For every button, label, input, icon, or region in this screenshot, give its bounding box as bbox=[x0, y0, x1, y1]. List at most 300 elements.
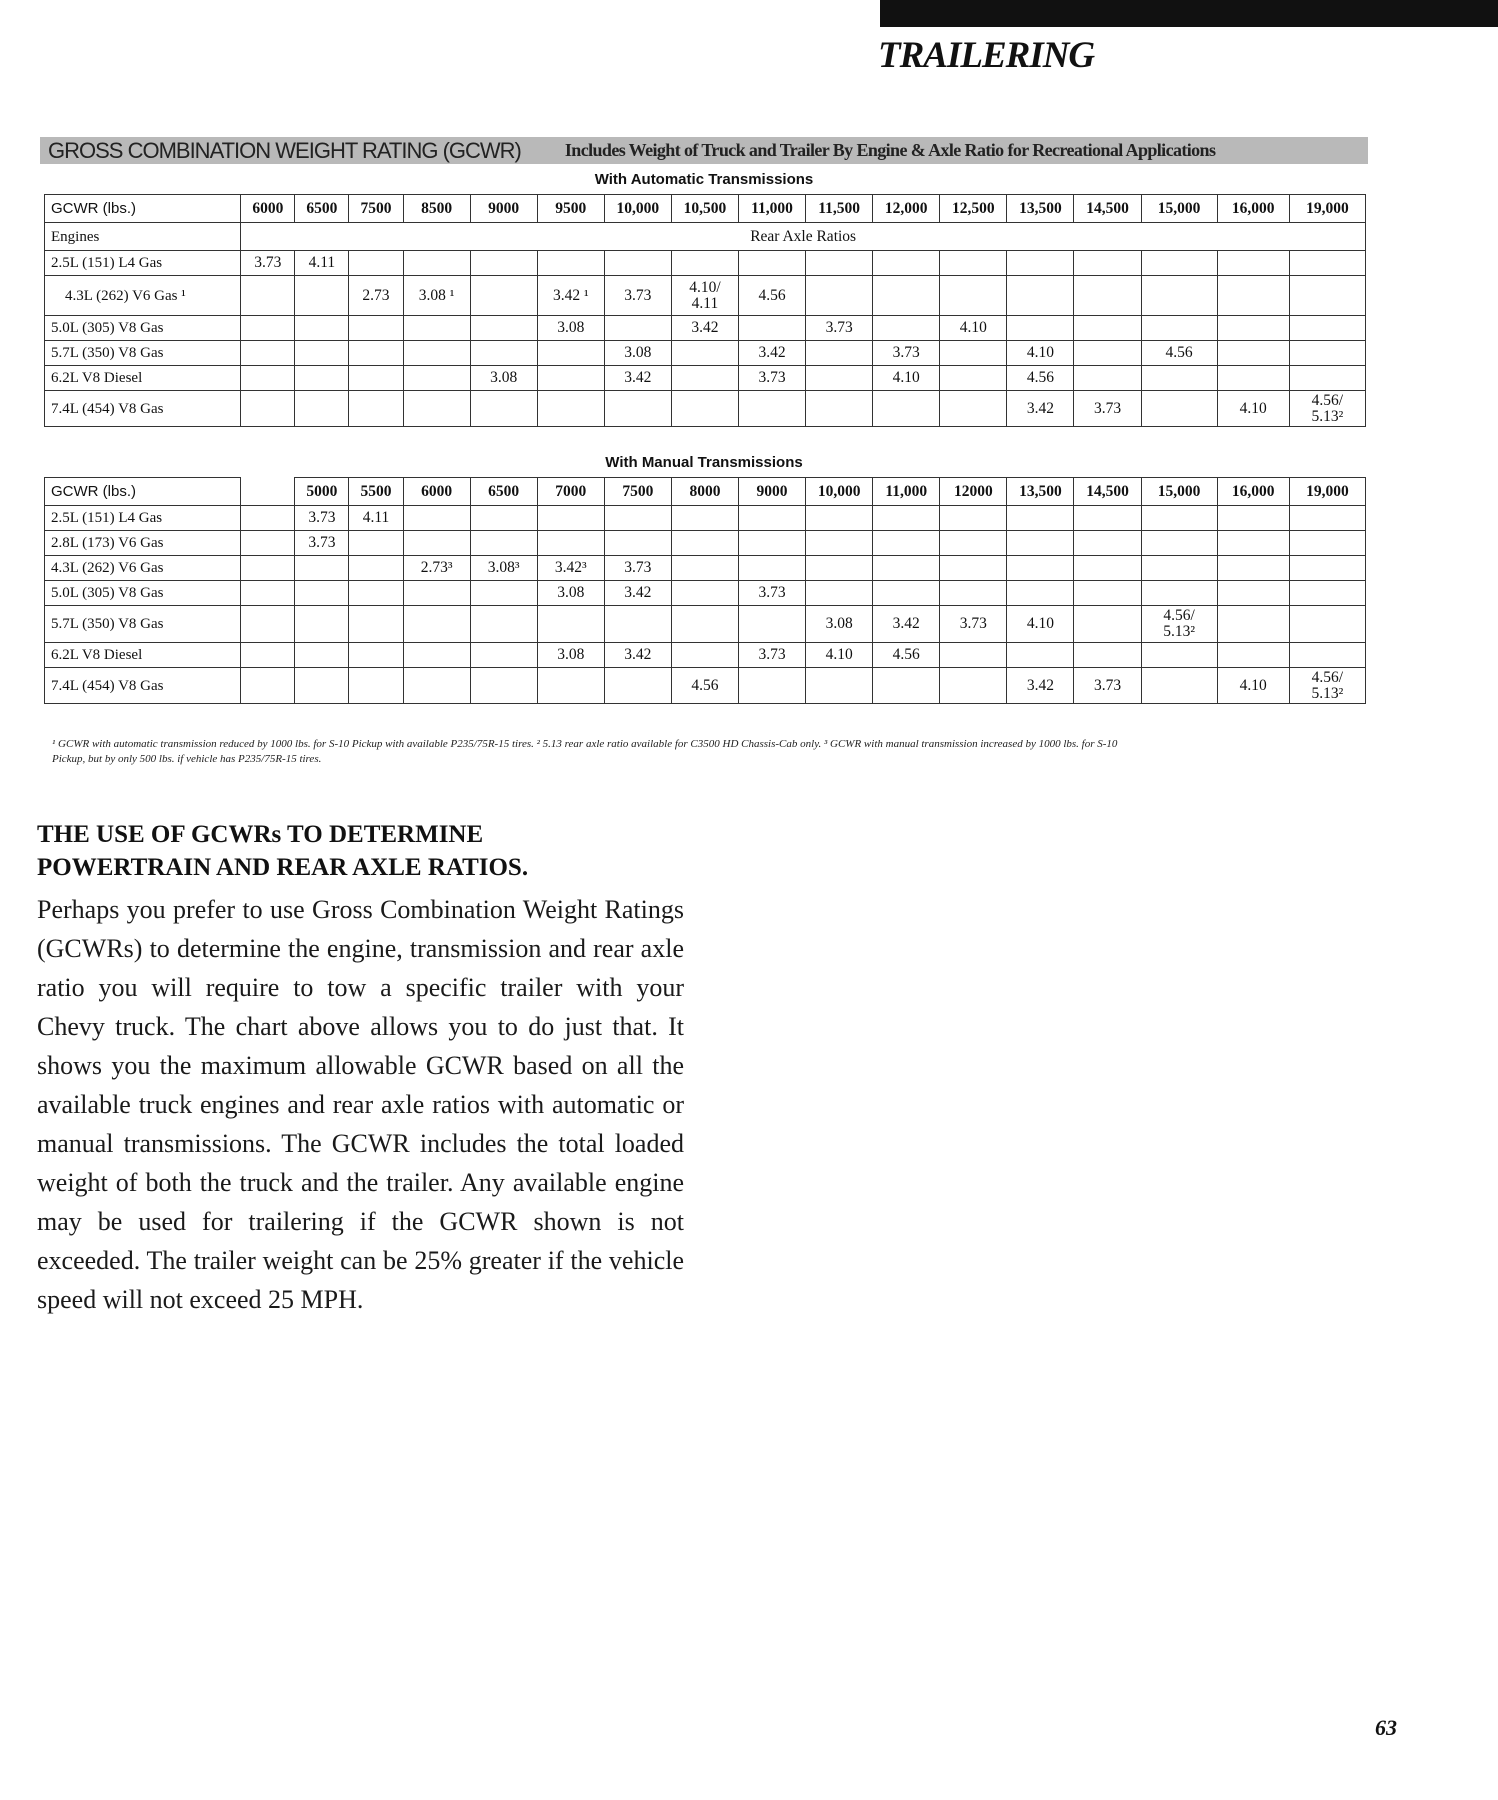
gcwr-column-header: 9000 bbox=[470, 195, 537, 223]
ratio-cell bbox=[537, 531, 604, 556]
table-row bbox=[45, 606, 1366, 643]
ratio-cell bbox=[537, 341, 604, 366]
gcwr-column-header: 6000 bbox=[241, 195, 295, 223]
ratio-cell bbox=[940, 531, 1007, 556]
ratio-cell bbox=[873, 581, 940, 606]
ratio-cell bbox=[873, 668, 940, 704]
ratio-cell bbox=[940, 341, 1007, 366]
spacer-cell bbox=[241, 606, 295, 643]
ratio-cell bbox=[604, 251, 671, 276]
gcwr-column-header: 12,000 bbox=[873, 195, 940, 223]
ratio-cell bbox=[403, 668, 470, 704]
ratio-cell bbox=[1007, 556, 1074, 581]
gcwr-column-header: 10,000 bbox=[806, 478, 873, 506]
automatic-section-label: With Automatic Transmissions bbox=[594, 171, 814, 188]
ratio-cell: 4.56/ 5.13² bbox=[1289, 391, 1365, 427]
ratio-cell: 2.73³ bbox=[403, 556, 470, 581]
gcwr-column-header: 14,500 bbox=[1074, 478, 1141, 506]
ratio-cell: 4.10 bbox=[806, 643, 873, 668]
ratio-cell bbox=[873, 556, 940, 581]
ratio-cell bbox=[1074, 606, 1141, 643]
ratio-cell bbox=[470, 391, 537, 427]
ratio-cell: 3.73 bbox=[739, 643, 806, 668]
engine-label: 6.2L V8 Diesel bbox=[45, 366, 241, 391]
ratio-cell bbox=[295, 606, 349, 643]
ratio-cell: 4.10 bbox=[873, 366, 940, 391]
ratio-cell bbox=[1141, 668, 1217, 704]
gcwr-column-header: 15,000 bbox=[1141, 195, 1217, 223]
gcwr-column-header: 16,000 bbox=[1217, 195, 1289, 223]
article-heading bbox=[37, 818, 737, 884]
gcwr-column-header: 6500 bbox=[295, 195, 349, 223]
engine-label: 2.5L (151) L4 Gas bbox=[45, 506, 241, 531]
ratio-cell bbox=[873, 531, 940, 556]
ratio-cell bbox=[295, 556, 349, 581]
ratio-cell bbox=[1141, 251, 1217, 276]
ratio-cell bbox=[349, 668, 403, 704]
ratio-cell bbox=[604, 506, 671, 531]
ratio-cell bbox=[470, 506, 537, 531]
ratio-cell bbox=[806, 556, 873, 581]
ratio-cell: 3.08 ¹ bbox=[403, 276, 470, 316]
ratio-cell bbox=[403, 251, 470, 276]
table-row bbox=[45, 668, 1366, 704]
engine-label: 2.8L (173) V6 Gas bbox=[45, 531, 241, 556]
ratio-cell bbox=[940, 276, 1007, 316]
gcwr-column-header: 12000 bbox=[940, 478, 1007, 506]
ratio-cell bbox=[1141, 506, 1217, 531]
ratio-cell bbox=[349, 606, 403, 643]
gcwr-column-header: 11,000 bbox=[873, 478, 940, 506]
manual-gcwr-table bbox=[44, 477, 1366, 704]
ratio-cell bbox=[1074, 366, 1141, 391]
ratio-cell: 3.42 bbox=[604, 366, 671, 391]
article-heading-line-1: THE USE OF GCWRs TO DETERMINE bbox=[37, 821, 484, 848]
ratio-cell bbox=[604, 606, 671, 643]
automatic-gcwr-table bbox=[44, 194, 1366, 427]
ratio-cell: 3.73 bbox=[739, 581, 806, 606]
engine-label: 4.3L (262) V6 Gas ¹ bbox=[45, 276, 241, 316]
gcwr-column-header: 19,000 bbox=[1289, 195, 1365, 223]
ratio-cell bbox=[671, 643, 738, 668]
ratio-cell: 3.73 bbox=[295, 506, 349, 531]
ratio-cell bbox=[295, 366, 349, 391]
ratio-cell bbox=[1217, 341, 1289, 366]
ratio-cell: 3.73 bbox=[806, 316, 873, 341]
ratio-cell bbox=[241, 391, 295, 427]
ratio-cell: 3.08 bbox=[537, 581, 604, 606]
ratio-cell bbox=[1289, 366, 1365, 391]
ratio-cell bbox=[349, 556, 403, 581]
ratio-cell bbox=[537, 366, 604, 391]
gcwr-column-header: 13,500 bbox=[1007, 195, 1074, 223]
spacer-cell bbox=[241, 556, 295, 581]
ratio-cell bbox=[1289, 506, 1365, 531]
ratio-cell bbox=[940, 366, 1007, 391]
table-row bbox=[45, 251, 1366, 276]
ratio-cell bbox=[940, 581, 1007, 606]
ratio-cell bbox=[403, 581, 470, 606]
ratio-cell bbox=[403, 316, 470, 341]
ratio-cell bbox=[671, 531, 738, 556]
ratio-cell bbox=[1141, 366, 1217, 391]
ratio-cell bbox=[349, 643, 403, 668]
ratio-cell bbox=[671, 366, 738, 391]
ratio-cell bbox=[349, 366, 403, 391]
ratio-cell bbox=[806, 531, 873, 556]
ratio-cell: 4.56/ 5.13² bbox=[1289, 668, 1365, 704]
ratio-cell: 3.42 bbox=[604, 643, 671, 668]
gcwr-column-header: 6000 bbox=[403, 478, 470, 506]
ratio-cell bbox=[940, 643, 1007, 668]
ratio-cell bbox=[1074, 531, 1141, 556]
ratio-cell bbox=[349, 531, 403, 556]
automatic-header-row bbox=[45, 195, 1366, 223]
engine-label: 5.0L (305) V8 Gas bbox=[45, 581, 241, 606]
gcwr-column-header: 8000 bbox=[671, 478, 738, 506]
ratio-cell bbox=[1217, 316, 1289, 341]
ratio-cell bbox=[1007, 643, 1074, 668]
ratio-cell: 3.42 bbox=[671, 316, 738, 341]
ratio-cell bbox=[806, 276, 873, 316]
ratio-cell bbox=[739, 251, 806, 276]
ratio-cell bbox=[241, 316, 295, 341]
ratio-cell bbox=[295, 668, 349, 704]
spacer-cell bbox=[241, 506, 295, 531]
ratio-cell: 4.10 bbox=[1217, 668, 1289, 704]
ratio-cell: 3.73 bbox=[873, 341, 940, 366]
table-row bbox=[45, 341, 1366, 366]
ratio-cell bbox=[739, 391, 806, 427]
ratio-cell bbox=[873, 276, 940, 316]
gcwr-column-header: 15,000 bbox=[1141, 478, 1217, 506]
ratio-cell bbox=[940, 556, 1007, 581]
ratio-cell bbox=[1289, 251, 1365, 276]
ratio-cell: 3.73 bbox=[940, 606, 1007, 643]
ratio-cell bbox=[671, 341, 738, 366]
ratio-cell bbox=[537, 668, 604, 704]
ratio-cell bbox=[1007, 251, 1074, 276]
ratio-cell bbox=[806, 366, 873, 391]
ratio-cell bbox=[940, 506, 1007, 531]
table-row bbox=[45, 366, 1366, 391]
table-row bbox=[45, 556, 1366, 581]
ratio-cell bbox=[403, 391, 470, 427]
ratio-cell bbox=[470, 668, 537, 704]
header-bar bbox=[880, 0, 1498, 27]
ratio-cell bbox=[470, 251, 537, 276]
ratio-cell: 4.56 bbox=[739, 276, 806, 316]
ratio-cell: 3.08 bbox=[537, 643, 604, 668]
ratio-cell bbox=[873, 391, 940, 427]
ratio-cell: 4.56 bbox=[671, 668, 738, 704]
table-row bbox=[45, 506, 1366, 531]
ratio-cell: 3.42 bbox=[1007, 391, 1074, 427]
spacer-cell bbox=[241, 581, 295, 606]
ratio-cell bbox=[1217, 531, 1289, 556]
ratio-cell: 3.08 bbox=[470, 366, 537, 391]
ratio-cell bbox=[806, 391, 873, 427]
ratio-cell bbox=[1289, 341, 1365, 366]
ratio-cell bbox=[806, 251, 873, 276]
ratio-cell bbox=[537, 251, 604, 276]
ratio-cell bbox=[537, 391, 604, 427]
engine-label: 5.0L (305) V8 Gas bbox=[45, 316, 241, 341]
footnote-line-1: ¹ GCWR with automatic transmission reduced by 1000 lbs. for S-10 Pickup with available P235/75R-15 tires. ² 5.13 rear axle ratio available for C3500 HD Chassis-Cab only. ³ GCWR with manual transmission increased by 1000 lbs. for S-10 bbox=[52, 738, 1118, 750]
engine-label: 6.2L V8 Diesel bbox=[45, 643, 241, 668]
gcwr-column-header: 19,000 bbox=[1289, 478, 1365, 506]
gcwr-header-label: GCWR (lbs.) bbox=[45, 478, 241, 506]
ratio-cell bbox=[1074, 276, 1141, 316]
ratio-cell bbox=[671, 251, 738, 276]
ratio-cell: 4.10 bbox=[1007, 341, 1074, 366]
gcwr-column-header: 7000 bbox=[537, 478, 604, 506]
ratio-cell bbox=[1289, 276, 1365, 316]
ratio-cell bbox=[1007, 531, 1074, 556]
article-body: Perhaps you prefer to use Gross Combination Weight Ratings (GCWRs) to determine the engine, transmission and rear axle ratio you will require to tow a specific trailer with your Chevy truck. The chart above allows you to do just that. It shows you the maximum allowable GCWR based on all the available truck engines and rear axle ratios with automatic or manual transmissions. The GCWR includes the total loaded weight of both the truck and the trailer. Any available engine may be used for trailering if the GCWR shown is not exceeded. The trailer weight can be 25% greater if the vehicle speed will not exceed 25 MPH. bbox=[37, 895, 684, 1314]
ratio-cell bbox=[349, 391, 403, 427]
engine-label: 5.7L (350) V8 Gas bbox=[45, 606, 241, 643]
ratio-cell bbox=[295, 391, 349, 427]
section-title: TRAILERING bbox=[878, 35, 1095, 76]
ratio-cell: 3.73 bbox=[604, 556, 671, 581]
article-heading-line-2: POWERTRAIN AND REAR AXLE RATIOS. bbox=[37, 854, 529, 881]
gcwr-column-header: 6500 bbox=[470, 478, 537, 506]
ratio-cell bbox=[1007, 506, 1074, 531]
gcwr-column-header: 12,500 bbox=[940, 195, 1007, 223]
ratio-cell bbox=[1289, 606, 1365, 643]
ratio-cell bbox=[1141, 581, 1217, 606]
ratio-cell: 3.08 bbox=[537, 316, 604, 341]
ratio-cell: 3.73 bbox=[295, 531, 349, 556]
ratio-cell bbox=[1289, 531, 1365, 556]
engine-label: 2.5L (151) L4 Gas bbox=[45, 251, 241, 276]
ratio-cell bbox=[873, 316, 940, 341]
ratio-cell bbox=[241, 366, 295, 391]
gcwr-column-header: 13,500 bbox=[1007, 478, 1074, 506]
ratio-cell bbox=[873, 251, 940, 276]
ratio-cell: 4.10 bbox=[940, 316, 1007, 341]
ratio-cell bbox=[403, 366, 470, 391]
ratio-cell bbox=[1141, 316, 1217, 341]
engines-label: Engines bbox=[45, 223, 241, 251]
ratio-cell bbox=[1141, 391, 1217, 427]
table-row bbox=[45, 276, 1366, 316]
ratio-cell bbox=[1074, 251, 1141, 276]
ratio-cell bbox=[349, 581, 403, 606]
ratio-cell bbox=[806, 506, 873, 531]
ratio-cell bbox=[604, 668, 671, 704]
ratio-cell: 4.10/ 4.11 bbox=[671, 276, 738, 316]
ratio-cell bbox=[940, 668, 1007, 704]
ratio-cell bbox=[403, 506, 470, 531]
gcwr-column-header: 9500 bbox=[537, 195, 604, 223]
ratio-cell bbox=[1074, 581, 1141, 606]
gcwr-header-label: GCWR (lbs.) bbox=[45, 195, 241, 223]
manual-header-row bbox=[45, 478, 1366, 506]
footnote-line-2: Pickup, but by only 500 lbs. if vehicle has P235/75R-15 tires. bbox=[52, 753, 322, 765]
ratio-cell bbox=[1007, 276, 1074, 316]
gcwr-column-header: 7500 bbox=[604, 478, 671, 506]
ratio-cell: 4.10 bbox=[1007, 606, 1074, 643]
spacer-cell bbox=[241, 531, 295, 556]
ratio-cell bbox=[806, 581, 873, 606]
ratio-cell bbox=[403, 531, 470, 556]
gcwr-column-header: 5500 bbox=[349, 478, 403, 506]
ratio-cell: 4.10 bbox=[1217, 391, 1289, 427]
ratio-cell: 3.08 bbox=[806, 606, 873, 643]
ratio-cell bbox=[671, 391, 738, 427]
ratio-cell bbox=[1074, 341, 1141, 366]
ratio-cell: 3.73 bbox=[604, 276, 671, 316]
ratio-cell bbox=[349, 341, 403, 366]
ratio-cell bbox=[1217, 506, 1289, 531]
ratio-cell: 3.73 bbox=[739, 366, 806, 391]
table-row bbox=[45, 316, 1366, 341]
ratio-cell bbox=[470, 316, 537, 341]
ratio-cell bbox=[537, 606, 604, 643]
ratio-cell bbox=[1141, 643, 1217, 668]
ratio-cell: 3.42 ¹ bbox=[537, 276, 604, 316]
ratio-cell bbox=[604, 531, 671, 556]
gcwr-column-header: 8500 bbox=[403, 195, 470, 223]
ratio-cell bbox=[806, 668, 873, 704]
table-row bbox=[45, 581, 1366, 606]
ratio-cell bbox=[470, 531, 537, 556]
ratio-cell bbox=[403, 606, 470, 643]
manual-section-label: With Manual Transmissions bbox=[605, 454, 803, 471]
ratio-cell: 4.56/ 5.13² bbox=[1141, 606, 1217, 643]
ratio-cell bbox=[537, 506, 604, 531]
ratio-cell bbox=[295, 276, 349, 316]
ratio-cell bbox=[1217, 276, 1289, 316]
ratio-cell bbox=[349, 251, 403, 276]
ratio-cell: 3.73 bbox=[1074, 668, 1141, 704]
ratio-cell: 3.42 bbox=[739, 341, 806, 366]
ratio-cell bbox=[295, 341, 349, 366]
ratio-cell bbox=[470, 643, 537, 668]
gcwr-column-header: 11,500 bbox=[806, 195, 873, 223]
ratio-cell bbox=[739, 606, 806, 643]
ratio-cell bbox=[1141, 556, 1217, 581]
ratio-cell bbox=[604, 391, 671, 427]
ratio-cell bbox=[806, 341, 873, 366]
ratio-cell bbox=[403, 341, 470, 366]
table-banner bbox=[40, 137, 1368, 164]
engine-label: 5.7L (350) V8 Gas bbox=[45, 341, 241, 366]
gcwr-column-header: 7500 bbox=[349, 195, 403, 223]
ratio-cell bbox=[1007, 316, 1074, 341]
ratio-cell: 4.56 bbox=[1141, 341, 1217, 366]
ratio-cell bbox=[241, 341, 295, 366]
ratio-cell: 4.56 bbox=[1007, 366, 1074, 391]
ratio-cell bbox=[1007, 581, 1074, 606]
ratio-cell bbox=[739, 556, 806, 581]
ratio-cell: 4.11 bbox=[295, 251, 349, 276]
gcwr-column-header: 5000 bbox=[295, 478, 349, 506]
ratio-cell: 3.42 bbox=[873, 606, 940, 643]
spacer-cell bbox=[241, 668, 295, 704]
ratio-cell: 3.08 bbox=[604, 341, 671, 366]
ratio-cell bbox=[470, 276, 537, 316]
ratio-cell bbox=[873, 506, 940, 531]
table-row bbox=[45, 391, 1366, 427]
gcwr-column-header: 10,500 bbox=[671, 195, 738, 223]
gcwr-column-header: 14,500 bbox=[1074, 195, 1141, 223]
ratio-cell bbox=[295, 316, 349, 341]
gcwr-column-header: 9000 bbox=[739, 478, 806, 506]
ratio-cell bbox=[739, 668, 806, 704]
banner-subtitle: Includes Weight of Truck and Trailer By Engine & Axle Ratio for Recreational Applications bbox=[564, 140, 1216, 160]
ratio-cell bbox=[1289, 316, 1365, 341]
ratio-cell bbox=[739, 506, 806, 531]
ratio-cell: 3.42³ bbox=[537, 556, 604, 581]
gcwr-column-header: 11,000 bbox=[739, 195, 806, 223]
ratio-cell: 3.73 bbox=[1074, 391, 1141, 427]
ratio-cell: 4.56 bbox=[873, 643, 940, 668]
engine-label: 7.4L (454) V8 Gas bbox=[45, 391, 241, 427]
ratio-cell bbox=[604, 316, 671, 341]
ratio-cell bbox=[470, 606, 537, 643]
ratio-cell bbox=[1141, 276, 1217, 316]
ratio-cell bbox=[1074, 556, 1141, 581]
ratio-cell bbox=[1074, 643, 1141, 668]
ratio-cell bbox=[1141, 531, 1217, 556]
ratio-cell bbox=[295, 643, 349, 668]
ratio-cell bbox=[1217, 643, 1289, 668]
ratio-cell: 3.42 bbox=[1007, 668, 1074, 704]
ratio-cell bbox=[1217, 556, 1289, 581]
ratio-cell bbox=[1074, 316, 1141, 341]
ratio-cell: 3.42 bbox=[604, 581, 671, 606]
page-number: 63 bbox=[1375, 1715, 1397, 1740]
ratio-cell bbox=[241, 276, 295, 316]
ratio-cell bbox=[671, 606, 738, 643]
ratio-cell bbox=[671, 581, 738, 606]
ratio-cell bbox=[1289, 581, 1365, 606]
ratio-cell bbox=[1217, 366, 1289, 391]
ratio-cell bbox=[1217, 581, 1289, 606]
engine-label: 7.4L (454) V8 Gas bbox=[45, 668, 241, 704]
ratio-cell bbox=[1074, 506, 1141, 531]
ratio-cell bbox=[739, 316, 806, 341]
engines-header-row bbox=[45, 223, 1366, 251]
ratio-cell: 2.73 bbox=[349, 276, 403, 316]
ratio-cell: 4.11 bbox=[349, 506, 403, 531]
ratio-cell bbox=[739, 531, 806, 556]
gcwr-column-header: 16,000 bbox=[1217, 478, 1289, 506]
table-row bbox=[45, 531, 1366, 556]
engine-label: 4.3L (262) V6 Gas bbox=[45, 556, 241, 581]
ratio-cell bbox=[1289, 643, 1365, 668]
rear-axle-ratios-label: Rear Axle Ratios bbox=[241, 223, 1366, 251]
ratio-cell bbox=[1217, 606, 1289, 643]
ratio-cell bbox=[940, 391, 1007, 427]
ratio-cell bbox=[1217, 251, 1289, 276]
table-row bbox=[45, 643, 1366, 668]
ratio-cell bbox=[940, 251, 1007, 276]
ratio-cell bbox=[1289, 556, 1365, 581]
banner-title: GROSS COMBINATION WEIGHT RATING (GCWR) bbox=[48, 137, 521, 163]
ratio-cell bbox=[349, 316, 403, 341]
ratio-cell bbox=[295, 581, 349, 606]
ratio-cell bbox=[671, 506, 738, 531]
gcwr-column-header: 10,000 bbox=[604, 195, 671, 223]
ratio-cell bbox=[470, 341, 537, 366]
ratio-cell: 3.73 bbox=[241, 251, 295, 276]
ratio-cell bbox=[403, 643, 470, 668]
ratio-cell bbox=[470, 581, 537, 606]
